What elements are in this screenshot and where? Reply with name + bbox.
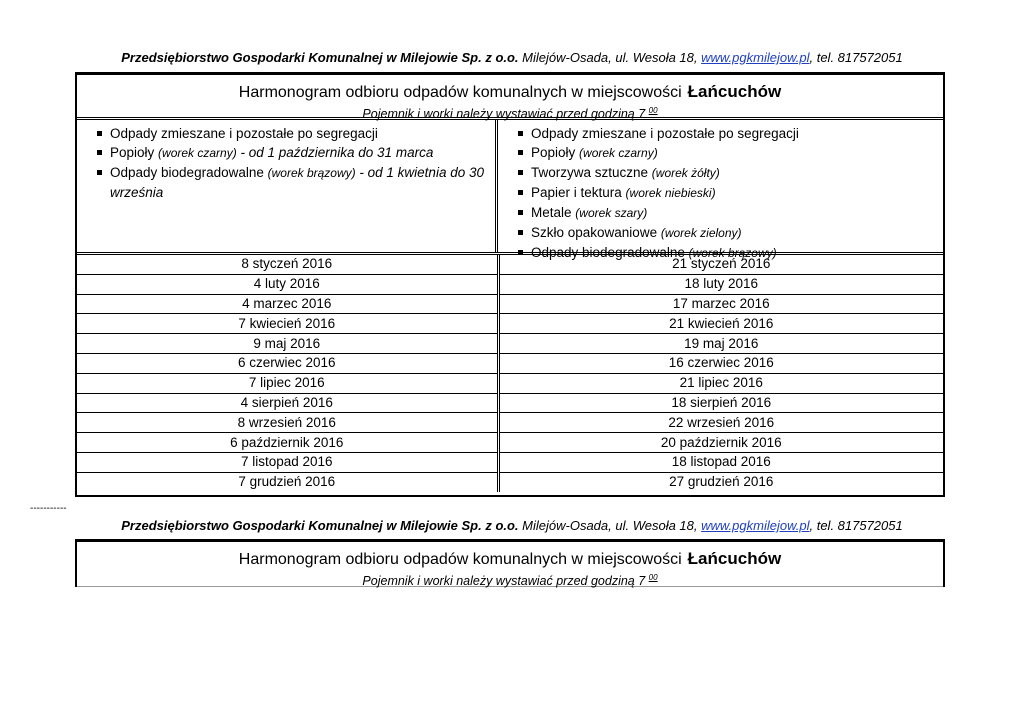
company-phone: , tel. 817572051: [809, 518, 903, 533]
schedule-table-copy: [75, 539, 945, 587]
company-name: Przedsiębiorstwo Gospodarki Komunalnej w Milejowie Sp. z o.o.: [121, 518, 519, 533]
table-row: [77, 334, 943, 354]
company-phone: , tel. 817572051: [809, 50, 903, 65]
date-cell-left: 8 styczeń 2016: [77, 255, 498, 274]
date-cell-left: 4 sierpień 2016: [77, 393, 498, 413]
table-row: [77, 274, 943, 294]
dates-table: [77, 255, 943, 492]
table-row: [77, 472, 943, 491]
list-item: Odpady zmieszane i pozostałe po segregacji: [518, 124, 937, 143]
waste-types: [77, 120, 943, 260]
table-row: [77, 294, 943, 314]
waste-types-left: [77, 120, 498, 252]
table-row: [77, 452, 943, 472]
list-item: Metale (worek szary): [518, 203, 937, 223]
company-name: Przedsiębiorstwo Gospodarki Komunalnej w Milejowie Sp. z o.o.: [121, 50, 519, 65]
date-cell-left: 7 grudzień 2016: [77, 472, 498, 491]
company-website-link[interactable]: www.pgkmilejow.pl: [701, 518, 810, 533]
company-address: Milejów-Osada, ul. Wesoła 18,: [518, 518, 702, 533]
date-cell-left: 7 lipiec 2016: [77, 373, 498, 393]
list-item: Papier i tektura (worek niebieski): [518, 183, 937, 203]
hour-superscript: 00: [648, 573, 658, 582]
list-item: Popioły (worek czarny): [518, 143, 937, 163]
date-cell-right: 21 lipiec 2016: [498, 373, 943, 393]
place-name: Łańcuchów: [687, 82, 782, 101]
schedule-subtitle-line: [77, 570, 943, 589]
date-cell-right: 21 styczeń 2016: [498, 255, 943, 274]
date-cell-right: 22 wrzesień 2016: [498, 413, 943, 433]
schedule-title: Harmonogram odbioru odpadów komunalnych w miejscowości: [238, 551, 682, 568]
date-cell-left: 9 maj 2016: [77, 334, 498, 354]
table-row: [77, 314, 943, 334]
table-row: [77, 433, 943, 453]
schedule-title: Harmonogram odbioru odpadów komunalnych w miejscowości: [238, 84, 682, 101]
date-cell-left: 7 kwiecień 2016: [77, 314, 498, 334]
date-cell-right: 17 marzec 2016: [498, 294, 943, 314]
list-item: Odpady biodegradowalne (worek brązowy): [518, 243, 937, 263]
date-cell-left: 4 luty 2016: [77, 274, 498, 294]
schedule-title-line: [77, 549, 943, 570]
schedule-subtitle: Pojemnik i worki należy wystawiać przed godziną 7: [362, 107, 646, 121]
hour-superscript: 00: [648, 106, 658, 115]
schedule-table: [75, 72, 945, 497]
date-cell-right: 18 listopad 2016: [498, 452, 943, 472]
schedule-title-line: [77, 82, 943, 103]
list-item: Odpady zmieszane i pozostałe po segregacji: [97, 124, 489, 143]
company-website-link[interactable]: www.pgkmilejow.pl: [701, 50, 810, 65]
date-cell-left: 8 wrzesień 2016: [77, 413, 498, 433]
cut-line: -----------: [30, 503, 67, 514]
date-cell-right: 16 czerwiec 2016: [498, 353, 943, 373]
table-row: [77, 413, 943, 433]
place-name: Łańcuchów: [687, 549, 782, 568]
date-cell-left: 7 listopad 2016: [77, 452, 498, 472]
table-row: [77, 393, 943, 413]
date-cell-right: 19 maj 2016: [498, 334, 943, 354]
schedule-header: [77, 539, 943, 587]
date-cell-left: 6 październik 2016: [77, 433, 498, 453]
list-item: Popioły (worek czarny) - od 1 października do 31 marca: [97, 143, 489, 163]
list-item: Tworzywa sztuczne (worek żółty): [518, 163, 937, 183]
list-item: Odpady biodegradowalne (worek brązowy) - od 1 kwietnia do 30 września: [97, 163, 489, 202]
schedule-header: [77, 72, 943, 120]
company-header: [0, 50, 1024, 65]
date-cell-left: 6 czerwiec 2016: [77, 353, 498, 373]
date-cell-left: 4 marzec 2016: [77, 294, 498, 314]
date-cell-right: 27 grudzień 2016: [669, 474, 774, 490]
date-cell-right: 21 kwiecień 2016: [498, 314, 943, 334]
date-cell-right: 18 luty 2016: [498, 274, 943, 294]
table-row: [77, 373, 943, 393]
schedule-subtitle: Pojemnik i worki należy wystawiać przed godziną 7: [362, 574, 646, 588]
company-address: Milejów-Osada, ul. Wesoła 18,: [518, 50, 702, 65]
table-row: [77, 353, 943, 373]
date-cell-right: 18 sierpień 2016: [498, 393, 943, 413]
company-header-copy: [0, 518, 1024, 533]
date-cell-right: 20 październik 2016: [498, 433, 943, 453]
list-item: Szkło opakowaniowe (worek zielony): [518, 223, 937, 243]
waste-types-right: [498, 120, 943, 260]
